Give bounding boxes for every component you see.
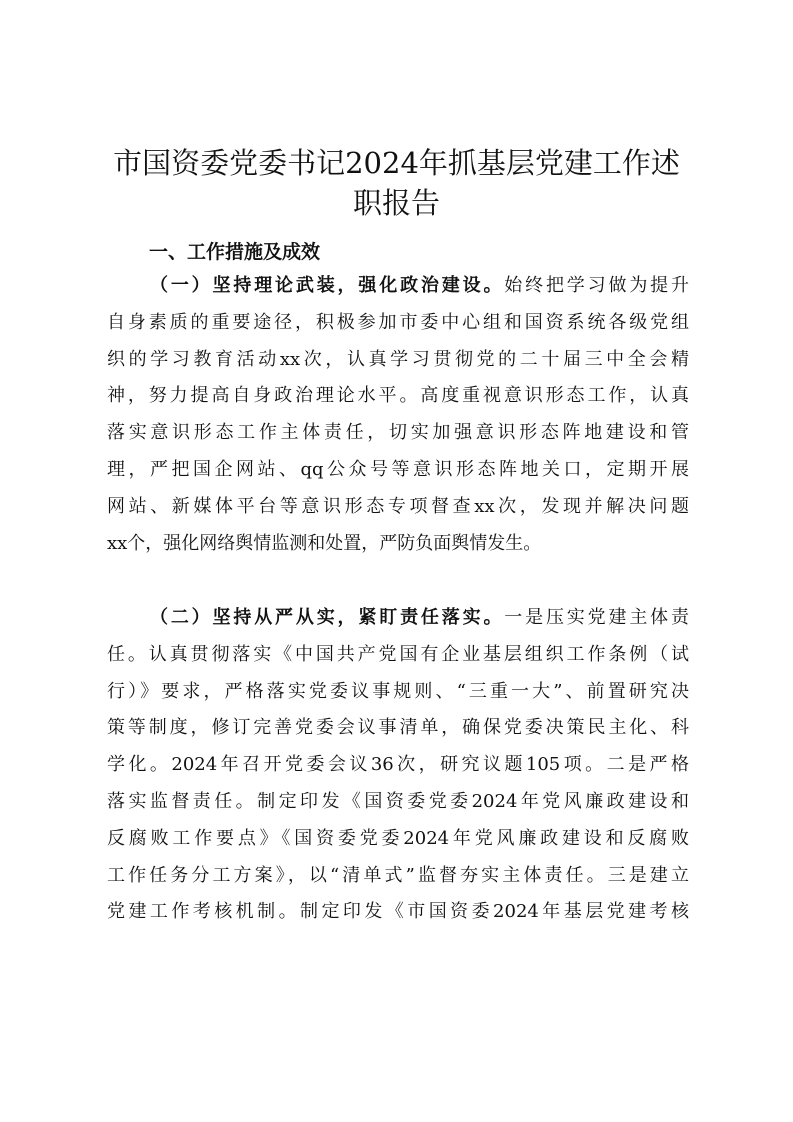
paragraph-line: 行）》要求，严格落实党委议事规则、“三重一大”、前置研究决 [107,680,689,702]
title-line-1: 市国资委党委书记2024年抓基层党建工作述 [113,146,680,180]
paragraph-lead: （二）坚持从严从实，紧盯责任落实。 [150,607,505,628]
paragraph-line: （二）坚持从严从实，紧盯责任落实。一是压实党建主体责 [150,607,690,628]
paragraph-line: 落实监督责任。制定印发《国资委党委2024年党风廉政建设和 [107,790,689,812]
paragraph-line: 党建工作考核机制。制定印发《市国资委2024年基层党建考核 [107,901,689,923]
paragraph-political-building [107,268,689,562]
paragraph-line: 网站、新媒体平台等意识形态专项督查xx次，发现并解决问题 [107,495,689,517]
paragraph-line: 学化。2024年召开党委会议36次，研究议题105项。二是严格 [107,754,689,776]
paragraph-lead: （一）坚持理论武装，强化政治建设。 [150,275,505,296]
paragraph-line: 神，努力提高自身政治理论水平。高度重视意识形态工作，认真 [107,385,689,407]
paragraph-line: 任。认真贯彻落实《中国共产党国有企业基层组织工作条例（试 [107,643,689,665]
paragraph-line: xx个，强化网络舆情监测和处置，严防负面舆情发生。 [107,532,542,554]
paragraph-line: 工作任务分工方案》，以“清单式”监督夯实主体责任。三是建立 [107,864,689,886]
paragraph-line: （一）坚持理论武装，强化政治建设。始终把学习做为提升 [150,275,690,296]
title-line-2: 职报告 [352,186,440,220]
document-title [100,143,693,223]
paragraph-line: 理，严把国企网站、qq公众号等意识形态阵地关口，定期开展 [107,458,689,480]
paragraph-responsibility [107,600,689,931]
paragraph-line: 反腐败工作要点》《国资委党委2024年党风廉政建设和反腐败 [107,827,689,849]
paragraph-line: 织的学习教育活动xx次，认真学习贯彻党的二十届三中全会精 [107,348,689,370]
paragraph-line: 策等制度，修订完善党委会议事清单，确保党委决策民主化、科 [107,717,689,739]
section-heading: 一、工作措施及成效 [149,241,321,263]
paragraph-line: 自身素质的重要途径，积极参加市委中心组和国资系统各级党组 [107,311,689,333]
paragraph-line: 落实意识形态工作主体责任，切实加强意识形态阵地建设和管 [107,422,689,444]
